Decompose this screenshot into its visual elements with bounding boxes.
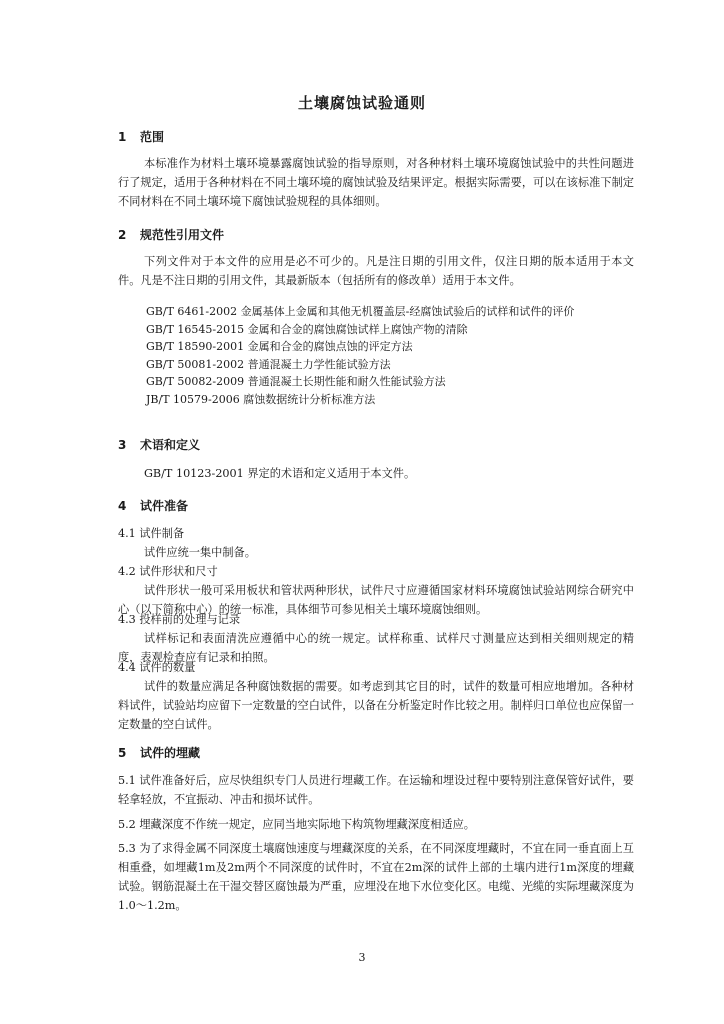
section-title: 试件的埋藏 bbox=[140, 746, 201, 760]
section-4-heading bbox=[118, 497, 188, 514]
section-3-paragraph: GB/T 10123-2001 界定的术语和定义适用于本文件。 bbox=[144, 467, 416, 480]
document-title: 土壤腐蚀试验通则 bbox=[297, 94, 426, 112]
section-title: 术语和定义 bbox=[140, 438, 201, 452]
section-title: 规范性引用文件 bbox=[140, 228, 225, 242]
subsection-4-3-title: 4.3 投样前的处理与记录 bbox=[118, 613, 241, 626]
section-1-paragraph: 本标准作为材料土壤环境暴露腐蚀试验的指导原则，对各种材料土壤环境腐蚀试验中的共性问题进行了规定，适用于各种材料在不同土壤环境的腐蚀试验及结果评定。根据实际需要，可以在该标准下制定不同材料在不同土壤环境下腐蚀试验规程的具体细则。 bbox=[118, 157, 634, 208]
reference-item: GB/T 18590-2001 金属和合金的腐蚀点蚀的评定方法 bbox=[146, 340, 413, 353]
page-number: 3 bbox=[358, 951, 366, 964]
section-5-heading bbox=[118, 744, 200, 761]
subsection-4-2-text: 试件形状一般可采用板状和管状两种形状，试件尺寸应遵循国家材料环境腐蚀试验站网综合研究中心（以下简称中心）的统一标准，具体细节可参见相关土壤环境腐蚀细则。 bbox=[118, 584, 634, 616]
paragraph-5-1: 5.1 试件准备好后，应尽快组织专门人员进行埋藏工作。在运输和埋设过程中要特别注意保管好试件，要轻拿轻放，不宜振动、冲击和损坏试件。 bbox=[118, 774, 634, 806]
reference-item: GB/T 6461-2002 金属基体上金属和其他无机覆盖层-经腐蚀试验后的试样和试件的评价 bbox=[146, 305, 575, 318]
reference-item: GB/T 16545-2015 金属和合金的腐蚀腐蚀试样上腐蚀产物的清除 bbox=[146, 322, 468, 336]
section-1-heading bbox=[118, 128, 164, 145]
section-3-heading bbox=[118, 436, 200, 453]
subsection-4-4-text: 试件的数量应满足各种腐蚀数据的需要。如考虑到其它目的时，试件的数量可相应地增加。各种材料试件，试验站均应留下一定数量的空白试件，以备在分析鉴定时作比较之用。制样归口单位也应保留一定数量的空白试件。 bbox=[118, 680, 634, 731]
subsection-4-1-text: 试件应统一集中制备。 bbox=[144, 546, 256, 559]
section-number: 5 bbox=[118, 746, 127, 760]
section-2-paragraph: 下列文件对于本文件的应用是必不可少的。凡是注日期的引用文件，仅注日期的版本适用于本文件。凡是不注日期的引用文件，其最新版本（包括所有的修改单）适用于本文件。 bbox=[118, 255, 634, 287]
reference-item: JB/T 10579-2006 腐蚀数据统计分析标准方法 bbox=[146, 392, 376, 406]
section-number: 4 bbox=[118, 499, 127, 513]
paragraph-5-3: 5.3 为了求得金属不同深度土壤腐蚀速度与埋藏深度的关系，在不同深度埋藏时，不宜在同一垂直面上互相重叠，如埋藏1m及2m两个不同深度的试件时，不宜在2m深的试件上部的土壤内进行1m深度的埋藏试验。钢筋混凝土在干湿交替区腐蚀最为严重，应埋没在地下水位变化区。电缆、光缆的实际埋藏深度为1.0～1.2m。 bbox=[118, 842, 634, 912]
section-2-heading bbox=[118, 226, 224, 243]
paragraph-5-2: 5.2 埋藏深度不作统一规定，应同当地实际地下构筑物埋藏深度相适应。 bbox=[118, 818, 475, 831]
subsection-4-3-text: 试样标记和表面清洗应遵循中心的统一规定。试样称重、试样尺寸测量应达到相关细则规定的精度，表观检查应有记录和拍照。 bbox=[118, 632, 634, 664]
subsection-4-2-title: 4.2 试件形状和尺寸 bbox=[118, 565, 218, 578]
section-number: 1 bbox=[118, 130, 127, 144]
section-title: 范围 bbox=[140, 130, 165, 144]
reference-item: GB/T 50081-2002 普通混凝土力学性能试验方法 bbox=[146, 357, 391, 371]
section-number: 3 bbox=[118, 438, 127, 452]
subsection-4-1-title: 4.1 试件制备 bbox=[118, 527, 185, 540]
reference-list bbox=[146, 303, 574, 408]
section-number: 2 bbox=[118, 228, 127, 242]
subsection-4-4-title: 4.4 试件的数量 bbox=[118, 661, 196, 674]
section-title: 试件准备 bbox=[140, 499, 189, 513]
reference-item: GB/T 50082-2009 普通混凝土长期性能和耐久性能试验方法 bbox=[146, 375, 446, 388]
